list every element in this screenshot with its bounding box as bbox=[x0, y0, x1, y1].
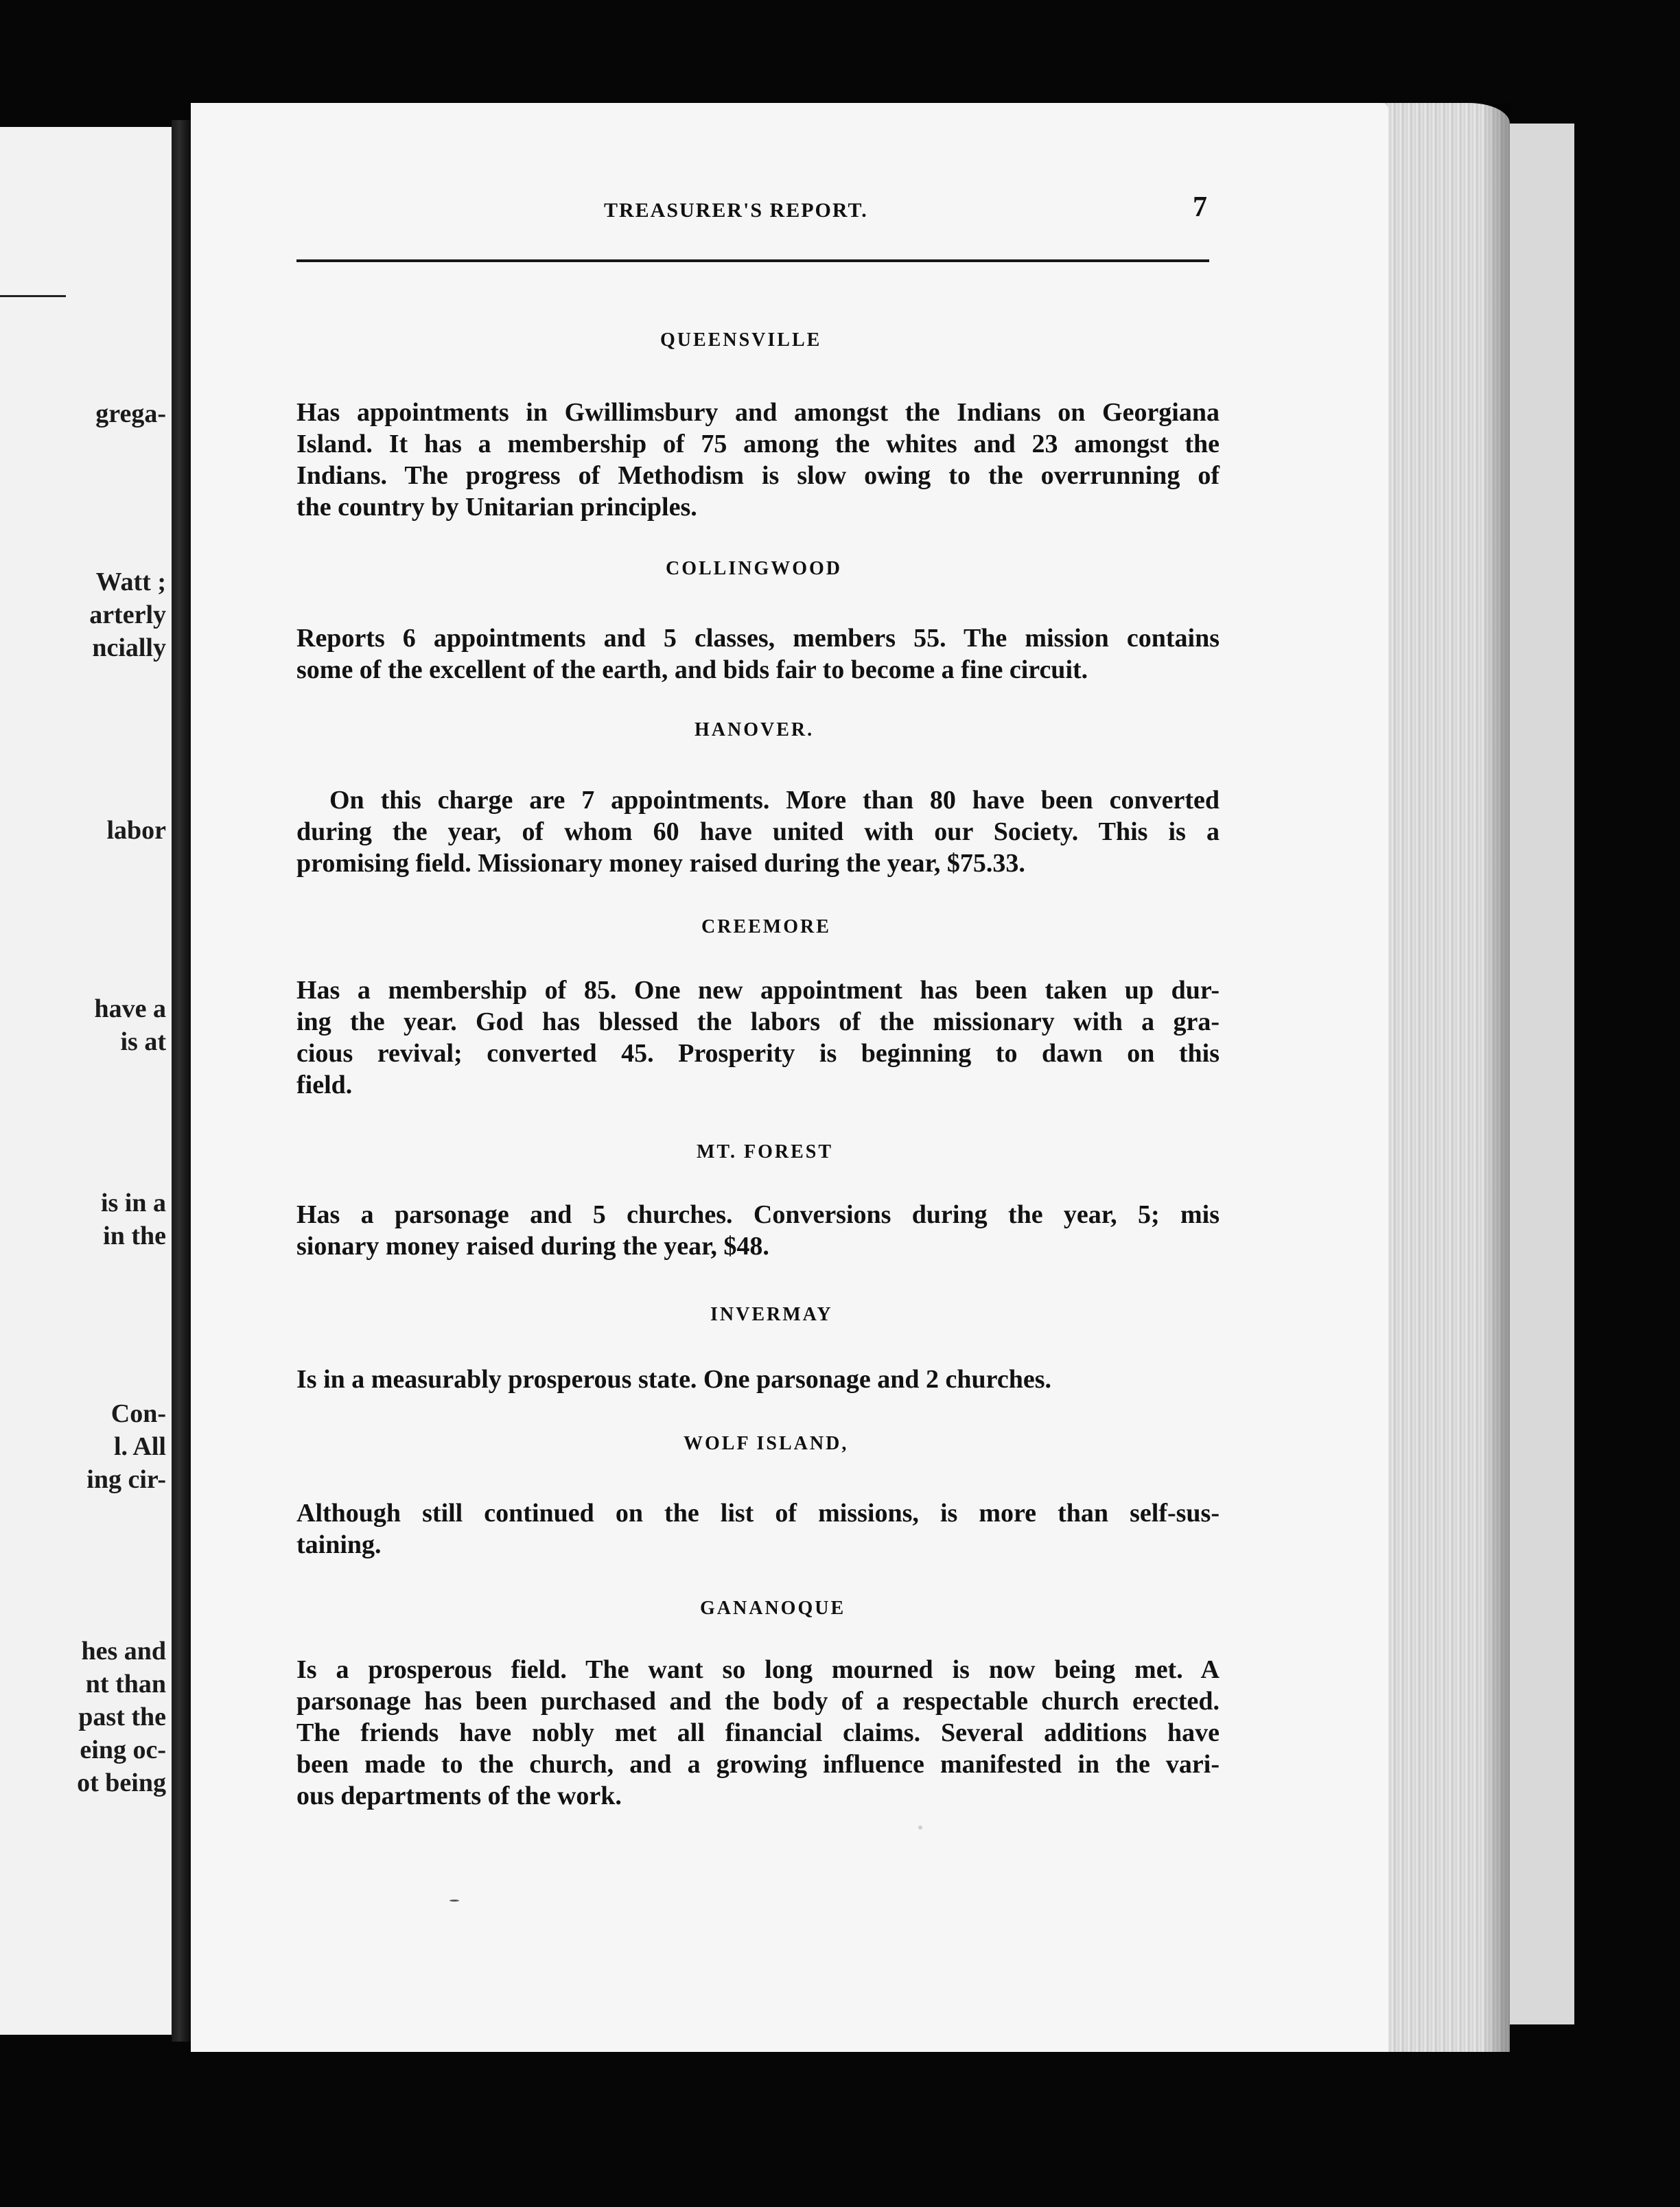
section-paragraph bbox=[296, 622, 1220, 686]
paragraph-line: ous departments of the work. bbox=[296, 1782, 622, 1810]
facing-page-fragment: arterly bbox=[89, 600, 166, 629]
section-heading: MT. FOREST bbox=[697, 1141, 834, 1163]
facing-page-fragment: hes and bbox=[81, 1637, 166, 1666]
facing-page-rule bbox=[0, 295, 66, 297]
section-heading: COLLINGWOOD bbox=[666, 558, 843, 579]
section-paragraph bbox=[296, 784, 1220, 879]
facing-page-fragment: is in a bbox=[100, 1189, 166, 1217]
paragraph-line: some of the excellent of the earth, and bids fair to become a fine circuit. bbox=[296, 655, 1088, 684]
paragraph-line: parsonage has been purchased and the body of a respectable church erected. bbox=[296, 1687, 1220, 1716]
facing-page-fragment: in the bbox=[103, 1222, 166, 1250]
section-paragraph bbox=[296, 974, 1220, 1101]
section-heading: CREEMORE bbox=[701, 916, 831, 937]
facing-page-fragment: past the bbox=[78, 1703, 166, 1731]
paragraph-line: Has appointments in Gwillimsbury and amongst the Indians on Georgiana bbox=[296, 398, 1220, 427]
facing-page-fragment: l. All bbox=[113, 1432, 166, 1461]
facing-page-fragment: ot being bbox=[77, 1768, 166, 1797]
book-gutter bbox=[172, 120, 191, 2042]
section-heading: QUEENSVILLE bbox=[660, 329, 822, 351]
paragraph-line: On this charge are 7 appointments. More than 80 have been converted bbox=[329, 786, 1220, 815]
paragraph-line: been made to the church, and a growing influence manifested in the vari- bbox=[296, 1750, 1220, 1779]
paragraph-line: promising field. Missionary money raised during the year, $75.33. bbox=[296, 849, 1025, 878]
facing-page-fragment: eing oc- bbox=[80, 1736, 166, 1764]
book-cover-edge bbox=[1506, 124, 1574, 2024]
paragraph-line: Reports 6 appointments and 5 classes, members 55. The mission contains bbox=[296, 624, 1220, 653]
section-heading: GANANOQUE bbox=[700, 1598, 846, 1619]
header-rule bbox=[296, 259, 1209, 262]
section-heading: WOLF ISLAND, bbox=[684, 1433, 849, 1454]
paragraph-line: Indians. The progress of Methodism is slow owing to the overrunning of bbox=[296, 461, 1220, 490]
paragraph-line: cious revival; converted 45. Prosperity is beginning to dawn on this bbox=[296, 1039, 1220, 1068]
facing-page-fragment: ing cir- bbox=[86, 1465, 166, 1494]
paragraph-line: sionary money raised during the year, $48. bbox=[296, 1232, 769, 1261]
paragraph-line: The friends have nobly met all financial claims. Several additions have bbox=[296, 1718, 1220, 1747]
running-head: TREASURER'S REPORT. bbox=[604, 199, 868, 222]
facing-page-fragment: is at bbox=[120, 1027, 166, 1056]
paragraph-line: Has a membership of 85. One new appointment has been taken up dur- bbox=[296, 976, 1220, 1005]
section-paragraph bbox=[296, 1199, 1220, 1262]
paragraph-line: during the year, of whom 60 have united with our Society. This is a bbox=[296, 817, 1220, 846]
facing-page-fragment: nt than bbox=[85, 1670, 166, 1698]
paragraph-line: Has a parsonage and 5 churches. Conversions during the year, 5; mis bbox=[296, 1200, 1220, 1229]
page-number: 7 bbox=[1193, 191, 1207, 223]
paragraph-line: Is in a measurably prosperous state. One parsonage and 2 churches. bbox=[296, 1365, 1052, 1394]
paragraph-line: Is a prosperous field. The want so long mourned is now being met. A bbox=[296, 1655, 1220, 1684]
section-heading: HANOVER. bbox=[695, 719, 815, 740]
section-heading: INVERMAY bbox=[710, 1304, 833, 1325]
paragraph-line: field. bbox=[296, 1071, 353, 1099]
facing-page-fragment: Con- bbox=[110, 1399, 166, 1428]
facing-page-fragment: labor bbox=[106, 816, 166, 845]
section-paragraph bbox=[296, 1654, 1220, 1812]
scan-speck bbox=[918, 1825, 922, 1830]
facing-page-fragment: ncially bbox=[92, 633, 166, 662]
facing-page-fragment: grega- bbox=[95, 399, 166, 428]
scan-speck bbox=[450, 1900, 459, 1902]
section-paragraph bbox=[296, 1364, 1220, 1395]
facing-page-fragment: have a bbox=[94, 994, 166, 1023]
paragraph-line: Island. It has a membership of 75 among the whites and 23 amongst the bbox=[296, 430, 1220, 458]
section-paragraph bbox=[296, 397, 1220, 523]
paragraph-line: Although still continued on the list of missions, is more than self-sus- bbox=[296, 1499, 1220, 1528]
paragraph-line: taining. bbox=[296, 1530, 382, 1559]
paragraph-line: ing the year. God has blessed the labors of the missionary with a gra- bbox=[296, 1007, 1220, 1036]
paragraph-line: the country by Unitarian principles. bbox=[296, 493, 697, 522]
facing-page-fragment: Watt ; bbox=[95, 568, 166, 596]
facing-page bbox=[0, 127, 172, 2035]
section-paragraph bbox=[296, 1497, 1220, 1561]
